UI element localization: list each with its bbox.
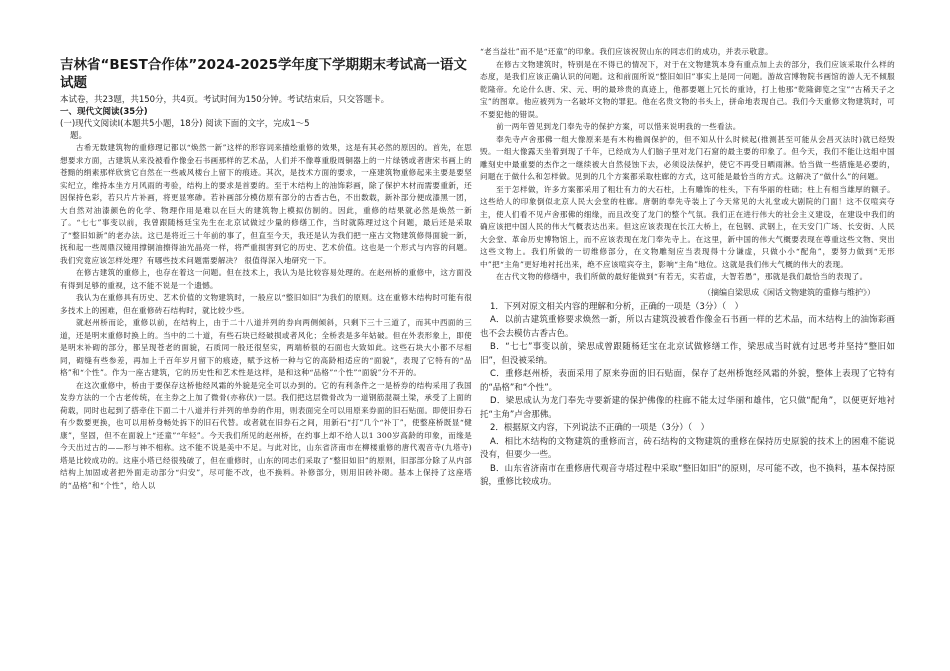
passage-paragraph-2: 在修古建筑的重修上，也存在着这一问题。但在技术上，我认为是比较容易处理的。在赵州桥的重修中，这方面没有得到足够的重视，这不能不说是一个遗憾。 [60, 268, 472, 290]
exam-instructions: 本试卷，共23题，共150分，共4页。考试时间为150分钟。考试结束后，只交答题卡。 [60, 95, 390, 105]
passage-paragraph-8: 前一两年曾见到龙门奉先寺的保护方案，可以惜来说明我的一些看法。 [496, 122, 741, 131]
question-1: 1．下列对原文相关内容的理解和分析，正确的一项是（3分）（ ） [490, 301, 744, 312]
question-1-option-a: A．以前古建筑重修要求焕然一新，所以古建筑没被看作像金石书画一样的艺术品，而木结构上的油饰彩画也不会去模仿古香古色。 [480, 315, 895, 339]
subsection-heading: (一)现代文阅读Ⅰ(本题共5小题，18分) 阅读下面的文字，完成1～5 [60, 119, 310, 129]
question-2-option-b: B．山东省济南市在重修唐代观音寺塔过程中采取“整旧如旧”的原则，尽可能不改，也不换料，基本保持原貌，重修比较成功。 [480, 463, 895, 487]
passage-paragraph-5: 在这次重修中，桥由于要保存这桥他经风霜的外貌是完全可以办到的。它的有利条件之一是桥券的结构采用了我国发券方法的一个古老传统，在主券之上加了微骨(亦称伏)一层。我们把这层微骨改为一道钢筋混凝土梁，承受了上面的荷载，同时也起到了搭牵住下面二十八道并行并列的单券的作用，则表面完全可以用原来券面的旧石贴面。即使旧券石有少数要更换，也可以用桥身畅处拆下的旧石代替。或者就在旧券石之间，用新石“打”几个“补丁”，使整座桥既显“健康”，坚固，但不在面貌上“还童”“年轻”。今天我们所见的赵州桥，在约事上却不给人以1 300岁高龄的印象，而缘是今天出过古的——形与神不相称。这不能不说是美中不足。与此对比，山东省济南市在柳楼重修的唐代观音寺(九塔寺)塔是比较成功的。这座小塔已经很残破了，但在重修时，山东的同志们采取了“整旧如旧”的原则，旧部部分除了从内部结构上加固或者把外面走动部分“归安”，尽可能不改，也不换料。补修部分，则用旧砖补砌。基本上保持了这座塔的“品格”和“个性”，给人以 [60, 380, 472, 490]
question-2-option-a: A．相比木结构的文物建筑的重修而言，砖石结构的文物建筑的重修在保持历史原貌的技术上的困难不能说没有，但要少一些。 [480, 436, 895, 460]
left-column [60, 0, 472, 492]
question-1-option-c: C．重修赵州桥，表面采用了原来券面的旧石贴面，保存了赵州桥饱经风霜的外貌，整体上表现了它特有的“品格”和“个性”。 [480, 369, 895, 393]
passage-paragraph-3: 我认为在重修具有历史、艺术价值的文物建筑时，一般应以“整旧如旧”为我们的原则。这在重修木结构时可能有很多技术上的困难，但在重修砖石结构时，就比较少些。 [60, 293, 472, 315]
passage-paragraph-7: 在修古文物建筑时，特别是在不得已的情况下，对于在文物建筑本身有重点加上去的部分，我们应该采取什么样的态度，是我们应该正确认识的问题。这和前面所说“整旧如旧”事实上是同一问题。游故宫博物院书画馆的游人无不倾服乾隆帝。允论什么唐、宋、元、明的最珍贵的真迹上，他都要题上冗长的重诗，打上他那“乾隆御览之宝”“古稀天子之宝”的图章。他应被列为一名破坏文物的罪犯。他在名贵文物的书头上，拼命地表现自己。我们今天重修文物建筑时，可不要犯他的错误。 [480, 59, 895, 119]
source-citation: （摘编自梁思成《闲话文物建筑的重修与维护》） [703, 287, 875, 297]
question-1-option-b: B．“七七”事变以前，梁思成曾跟随杨廷宝在北京试做修缮工作，梁思成当时就有过思考并坚持“整旧如旧”，但没被采纳。 [480, 342, 895, 366]
passage-paragraph-10: 至于怎样做，许多方案都采用了粗壮有力的大石柱，上有雕饰的柱头，下有华丽的柱础；柱上有相当雄厚的额子。这些给人的印象倒似北京人民大会堂的柱廊。唐朝的奉先寺装上了今天常见的大礼堂或大剧院的门面！这不仅喧宾夺主，使人们看不见卢舍那佛的细缘，而且改变了龙门的整个气氛。我们正在进行伟大的社会主义建设，在建设中我们的确应该把中国人民的伟大气概表达出来。但这应该表现在长江大桥上，在包钢、武钢上，在天安门广场、长安街、人民大会堂、革命历史博物馆上，而不应该表现在龙门奉先寺上。在这里，新中国的伟大气概要表现在尊重这些文物、突出这些文物上。我们所做的一切维修部分，在文物雕刻应当表现得十分谦虚，只做小小“配角”，要努力做到“无形中”把“主角”更好地衬托出来，绝不应该喧宾夺主，影响“主角”地位。这就是我们伟大气概的伟大的表现。 [480, 184, 895, 269]
exam-title: 吉林省“BEST合作体”2024-2025学年度下学期期末考试高一语文试题 [60, 57, 467, 91]
right-column [480, 46, 895, 490]
passage-paragraph-9: 奉先寺卢舍那佛一组大像原来是有木构檐阁保护的，但不知从什么时候起(推测甚至可能从会昌灭法时)就已经毁毁。一组大像露天坐着到现了千年，已经成为人们脑子里对龙门石窟的最主要的印象了。但今天，我们不能让这组中国雕刻史中最重要的杰作之一继续被大自然侵蚀下去，必须设法保护，使它不再受日晒雨淋。恰当做一些措施是必要的，问题在于做什么和怎样做。见到的几个方案都采取柱廊的方式，这可能是最恰当的方式。这解决了“做什么”的问题。 [480, 134, 895, 181]
question-1-option-d: D．梁思成认为龙门奉先寺要新建的保护佛像的柱廊不能太过华丽和雄伟，它只做“配角”，以便更好地衬托“主角”卢舍那佛。 [480, 396, 895, 420]
question-2: 2．根据原文内容，下列说法不正确的一项是（3分）（ ） [490, 423, 710, 433]
passage-paragraph-4: 就赵州桥而论，重修以前，在结构上，由于二十八道并列的券向两侧倾斜，只剩下三十三道了，而其中西面的三道，还是明末重修时换上的。当中的二十道，有些石块已经破损或者风化；全桥表是多年姑破。但在外表形象上，即使是明末补砌的部分，都呈现苍老的面貌，石质同一般还很坚实，两端桥很的石面也大致如此。这些石块大小都不尽相同，砌缝有些参差，再加上千百年岁月留下的痕迹，赋予这桥一种与它的高龄相适应的“面貌”，表现了它特有的“品格”和“个性”。作为一座古建筑，它的历史性和艺术性是这样，是和这种“品格”“个性”“面貌”分不开的。 [60, 318, 472, 377]
passage-paragraph-11: 在古代文物的修缮中，我们所做的最好能做到“有若无，实若虚，大智若愚”，那就是我们最恰当的表现了。 [496, 272, 868, 281]
passage-paragraph-6: “老当益壮”而不是“还童”的印象。我们应该祝贺山东的同志们的成功，并表示敬意。 [480, 47, 774, 56]
section-heading: 一、现代文阅读(35分) [60, 107, 148, 117]
passage-paragraph-1: 古希无数建筑物的重修理记都以“焕然一新”这样的形容词来描绘重修的效果，这是有其必然的原因的。首先，在思想要求方面，古建筑从来没被看作像金石书画那样的艺术品，人们并不像尊重殷周铜器上的一片绿锈或者唐宋书画上的苍黯的绢素那样欣赏它自然在一些戚风楼台上留下的痕迹。其次，是技术方面的要求，一座建筑物重修起来主要是要坚实纪立，维持本坐方月风雨的考验，结构上的要求是首要的。至于木结构上的油饰彩画，除了保护木材而需要重新，还因保持色彩，若只片片补画，将更显寒碜。若补画部分模仿原有部分的古香古色，不出数载，新补部分便成漆黑一团，大自然对油漆颜色的化学、物理作用是难以在巨大的建筑物上模拟仿制的。因此，重修的结果就必然是焕然一新了。“七七”事变以前，我曾跟随杨廷宝先生在北京试做过少量的修缮工作，当时就陈理过这个问题，最后还是采取了“整旧如新”的老办法。这已是将近三十年前的事了，但直至今天，我还是认为我们把一座古文物建筑修得面貌一新，抚和起一些周鼎汉镜用撑铜油擦得油光晶亮一样，将严重损害到它的历史、艺术价值。这也是一个形式与内容的问题。我们究竟应该怎样处理？有哪些技术问题需要解决？ 很值得深入地研究一下。 [60, 143, 472, 265]
subsection-heading-cont: 题。 [70, 131, 88, 141]
